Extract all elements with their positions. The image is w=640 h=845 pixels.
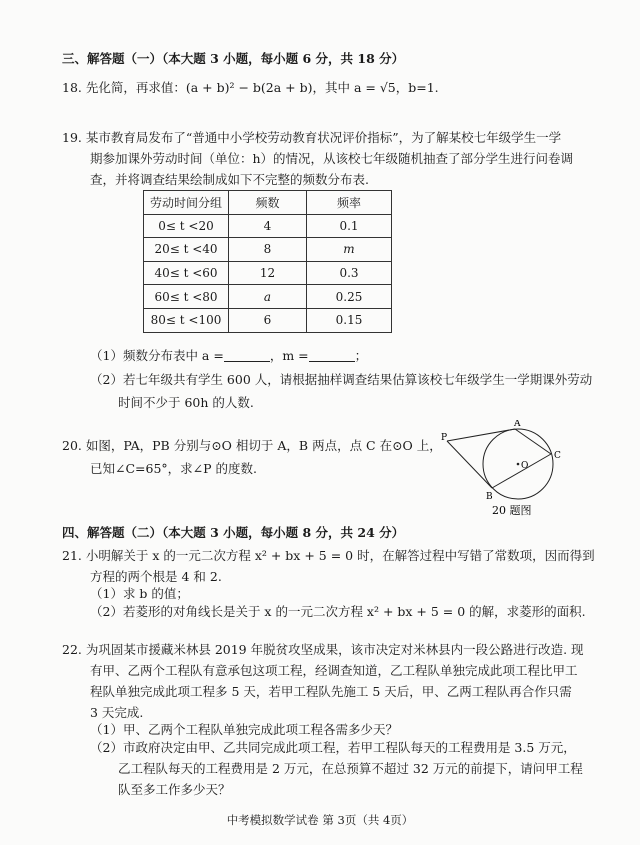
table-cell: 0.25: [307, 285, 392, 309]
answer-blank-m: [309, 349, 355, 362]
label-c: C: [554, 451, 561, 461]
question-18: 18. 先化简，再求值：(a + b)² − b(2a + b)，其中 a = √5，b=1.: [62, 80, 439, 95]
question-19-line1: 19. 某市教育局发布了“普通中小学校劳动教育状况评价指标”，为了解某校七年级学生一学: [62, 130, 562, 145]
table-cell: 0.15: [307, 308, 392, 332]
question-19-sub2-line1: （2）若七年级共有学生 600 人，请根据抽样调查结果估算该校七年级学生一学期课外劳动: [90, 372, 593, 387]
table-cell: 60≤ t <80: [144, 285, 229, 309]
table-cell: 0≤ t <20: [144, 214, 229, 238]
table-cell: 8: [229, 238, 307, 262]
chord-bc: [492, 454, 551, 488]
table-cell: m: [307, 238, 392, 262]
question-19-line2: 期参加课外劳动时间（单位：h）的情况，从该校七年级随机抽查了部分学生进行问卷调: [90, 151, 574, 166]
table-header-cell: 频数: [229, 191, 307, 215]
label-b: B: [486, 492, 493, 502]
table-header-row: [144, 191, 392, 215]
label-p: P: [441, 433, 448, 443]
question-22-line3: 程队单独完成此项工程多 5 天，若甲工程队先施工 5 天后，甲、乙两工程队再合作只需: [90, 684, 572, 699]
table-cell: a: [229, 285, 307, 309]
question-22-sub2-line1: （2）市政府决定由甲、乙共同完成此项工程，若甲工程队每天的工程费用是 3.5 万元，: [90, 740, 576, 755]
label-a: A: [514, 420, 521, 429]
question-22-sub2-line2: 乙工程队每天的工程费用是 2 万元，在总预算不超过 32 万元的前提下，请问甲工程: [118, 761, 583, 776]
table-row: [144, 261, 392, 285]
figure-caption: 20 题图: [492, 504, 532, 517]
question-22-sub2-line3: 队至多工作多少天？: [118, 782, 231, 797]
question-21-line2: 方程的两个根是 4 和 2.: [90, 569, 222, 584]
question-21-line1: 21. 小明解关于 x 的一元二次方程 x² + bx + 5 = 0 时，在解答过程中写错了常数项，因而得到: [62, 548, 595, 563]
table-header-cell: 劳动时间分组: [144, 191, 229, 215]
label-o: O: [521, 461, 529, 471]
sub1-suffix: ；: [354, 348, 368, 363]
question-22-line2: 有甲、乙两个工程队有意承包这项工程，经调查知道，乙工程队单独完成此项工程比甲工: [90, 663, 578, 678]
question-20-line2: 已知∠C=65°，求∠P 的度数.: [90, 461, 257, 476]
question-19-sub1: [90, 348, 367, 364]
table-cell: 6: [229, 308, 307, 332]
sub1-middle: ，m =: [269, 348, 309, 363]
table-cell: 40≤ t <60: [144, 261, 229, 285]
table-row: [144, 285, 392, 309]
question-21-sub1: （1）求 b 的值；: [90, 586, 189, 601]
table-row: [144, 238, 392, 262]
question-22-line1: 22. 为巩固某市援藏米林县 2019 年脱贫攻坚成果，该市决定对米林县内一段公路进行改造. 现: [62, 642, 584, 657]
tangent-pb: [447, 441, 492, 488]
table-cell: 0.1: [307, 214, 392, 238]
table-cell: 0.3: [307, 261, 392, 285]
question-19-line3: 查，并将调查结果绘制成如下不完整的频数分布表.: [90, 172, 369, 187]
sub1-prefix: （1）频数分布表中 a =: [90, 348, 224, 363]
question-20-line1: 20. 如图，PA，PB 分别与⊙O 相切于 A，B 两点，点 C 在⊙O 上，: [62, 438, 442, 453]
answer-blank-a: [224, 349, 270, 362]
center-point: [517, 463, 520, 466]
frequency-table: [143, 190, 392, 333]
table-row: [144, 214, 392, 238]
table-header-cell: 频率: [307, 191, 392, 215]
question-22-line4: 3 天完成.: [90, 705, 144, 720]
table-cell: 20≤ t <40: [144, 238, 229, 262]
section-3-heading: 三、解答题（一）（本大题 3 小题，每小题 6 分，共 18 分）: [62, 51, 405, 66]
question-21-sub2: （2）若菱形的对角线长是关于 x 的一元二次方程 x² + bx + 5 = 0 的解，求菱形的面积.: [90, 604, 586, 619]
geometry-figure: [434, 420, 594, 520]
table-cell: 80≤ t <100: [144, 308, 229, 332]
page-footer: 中考模拟数学试卷 第 3页（共 4页）: [226, 813, 414, 827]
question-19-sub2-line2: 时间不少于 60h 的人数.: [118, 395, 254, 410]
table-cell: 4: [229, 214, 307, 238]
table-cell: 12: [229, 261, 307, 285]
section-4-heading: 四、解答题（二）（本大题 3 小题，每小题 8 分，共 24 分）: [62, 525, 405, 540]
question-22-sub1: （1）甲、乙两个工程队单独完成此项工程各需多少天？: [90, 722, 398, 737]
tangent-pa: [447, 429, 515, 441]
table-row: [144, 308, 392, 332]
